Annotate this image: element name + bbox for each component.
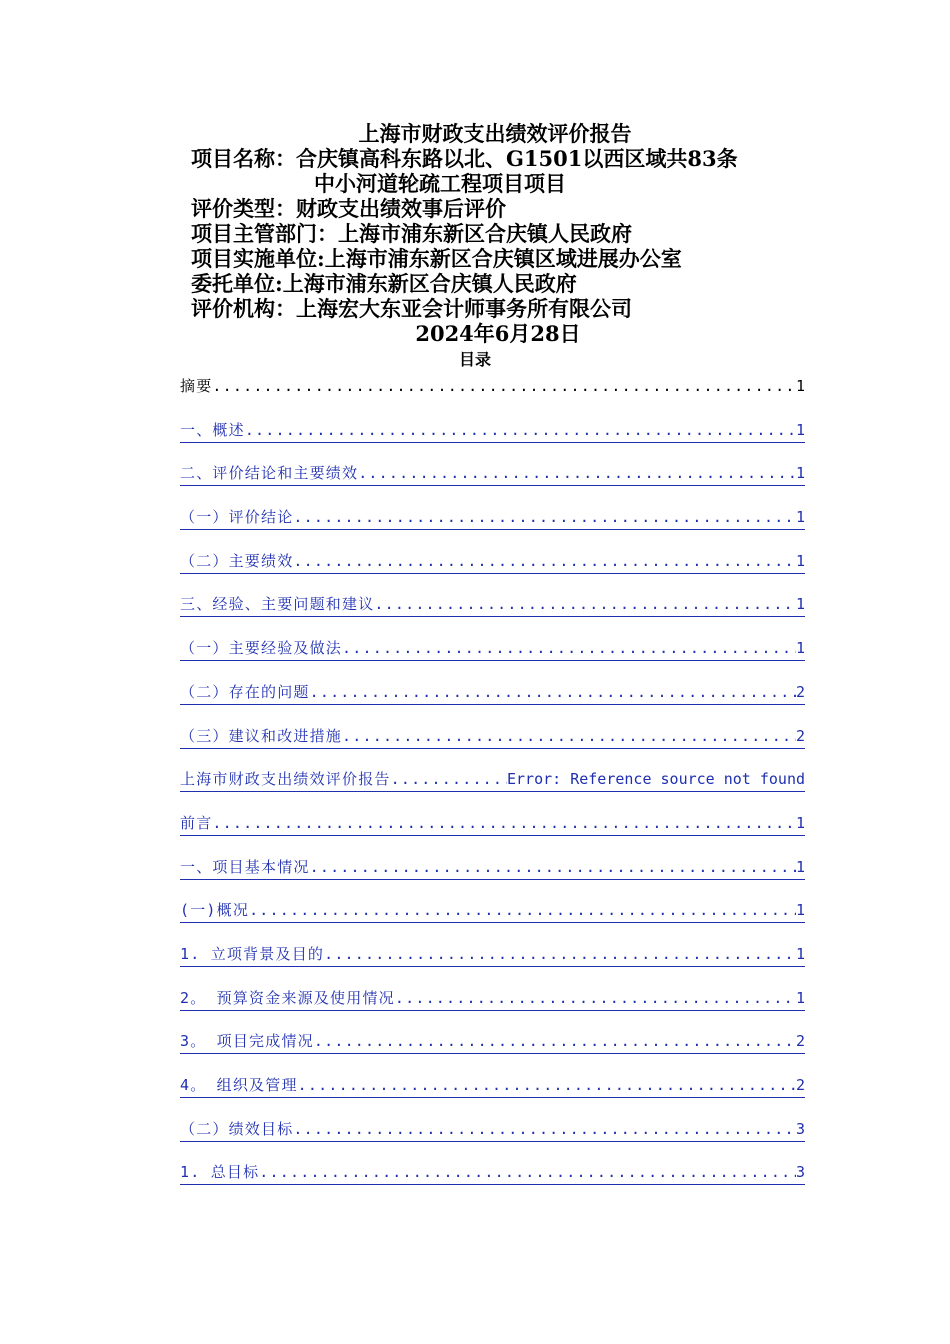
toc-entry-page: 1	[795, 988, 805, 1007]
report-date: 2024年6月28日	[415, 321, 581, 346]
toc-link[interactable]	[180, 505, 805, 549]
toc-link[interactable]	[180, 680, 805, 724]
toc-link[interactable]	[180, 986, 805, 1030]
toc-entry-page: 3	[795, 1163, 805, 1182]
toc-entry-label: 摘要	[180, 377, 213, 395]
toc-leader-dots	[314, 1029, 796, 1053]
toc-link[interactable]	[180, 1117, 805, 1161]
toc-leader-dots	[342, 724, 796, 748]
toc-entry-label: （二）存在的问题	[180, 682, 310, 701]
project-name: 项目名称：合庆镇高科东路以北、G1501以西区域共83条	[191, 146, 738, 171]
toc-link[interactable]	[180, 898, 805, 942]
toc-entry-page: 2	[795, 726, 805, 745]
toc-leader-dots	[212, 374, 796, 398]
toc-link[interactable]	[180, 855, 805, 899]
toc-entry-label: 3。 项目完成情况	[180, 1032, 314, 1051]
toc-entry-label: 1. 总目标	[180, 1163, 260, 1182]
toc-entry-label: （一）评价结论	[180, 508, 294, 527]
report-title: 上海市财政支出绩效评价报告	[358, 121, 632, 146]
toc-entry-label: （二）绩效目标	[180, 1119, 294, 1138]
toc-entry-label: 前言	[180, 813, 213, 832]
toc-leader-dots	[293, 549, 796, 573]
toc-leader-dots	[391, 767, 507, 791]
toc-link[interactable]	[180, 461, 805, 505]
toc-link[interactable]	[180, 1160, 805, 1204]
toc-entry-label: 一、项目基本情况	[180, 857, 310, 876]
toc-leader-dots	[249, 898, 796, 922]
project-name-continued: 中小河道轮疏工程项目项目	[314, 171, 566, 196]
toc-link[interactable]	[180, 1073, 805, 1117]
toc-entry-page: 1	[795, 639, 805, 658]
toc-entry-label: 4。 组织及管理	[180, 1076, 298, 1094]
toc-entry-label: （三）建议和改进措施	[180, 726, 343, 745]
toc-entry-page: 1	[795, 595, 805, 614]
toc-entry-page: 1	[795, 944, 805, 963]
toc-entry-page: 1	[795, 508, 805, 527]
toc-entry-page: 3	[795, 1119, 805, 1138]
toc-link[interactable]	[180, 418, 805, 462]
toc-link[interactable]	[180, 811, 805, 855]
toc-link[interactable]	[180, 767, 805, 811]
implementing-unit: 项目实施单位:上海市浦东新区合庆镇区域进展办公室	[191, 246, 682, 271]
toc-heading: 目录	[458, 350, 491, 369]
toc-entry-page: 1	[795, 901, 805, 920]
report-title-block	[180, 121, 810, 346]
toc-leader-dots	[293, 1117, 796, 1141]
toc-link[interactable]	[180, 592, 805, 636]
toc-entry	[180, 374, 805, 418]
toc-leader-dots	[395, 986, 796, 1010]
toc-entry-page: 2	[795, 1032, 805, 1051]
toc-entry-page: 2	[795, 682, 805, 701]
toc-entry-label: （一）主要经验及做法	[180, 639, 343, 658]
toc-leader-dots	[298, 1073, 796, 1097]
toc-leader-dots	[310, 680, 796, 704]
toc-entry-page: 2	[795, 1076, 805, 1094]
toc-leader-dots	[212, 811, 796, 835]
toc-leader-dots	[358, 461, 796, 485]
toc-leader-dots	[259, 1160, 796, 1184]
toc-entry-label: 1. 立项背景及目的	[180, 944, 325, 963]
toc-entry-label: 二、评价结论和主要绩效	[180, 464, 359, 483]
toc-leader-dots	[342, 636, 796, 660]
toc-entry-page: 1	[795, 420, 805, 439]
commissioning-unit: 委托单位:上海市浦东新区合庆镇人民政府	[191, 271, 577, 296]
toc-entry-page: 1	[795, 377, 805, 395]
evaluation-agency: 评价机构：上海宏大东亚会计师事务所有限公司	[191, 296, 632, 321]
toc-leader-dots	[293, 505, 796, 529]
toc-entry-label: （二）主要绩效	[180, 551, 294, 570]
toc-link[interactable]	[180, 1029, 805, 1073]
toc-leader-dots	[374, 592, 796, 616]
toc-entry-page: 1	[795, 813, 805, 832]
toc-entry-label: 2。 预算资金来源及使用情况	[180, 988, 395, 1007]
toc-link[interactable]	[180, 549, 805, 593]
supervising-department: 项目主管部门：上海市浦东新区合庆镇人民政府	[191, 221, 632, 246]
toc-entry-label: (一)概况	[180, 901, 250, 920]
toc-entry-page: Error: Reference source not found	[506, 770, 805, 789]
toc-link[interactable]	[180, 724, 805, 768]
toc-entry-page: 1	[795, 857, 805, 876]
toc-entry-label: 上海市财政支出绩效评价报告	[180, 770, 391, 789]
table-of-contents	[180, 374, 805, 1204]
toc-entry-label: 三、经验、主要问题和建议	[180, 595, 375, 614]
toc-leader-dots	[245, 418, 796, 442]
toc-link[interactable]	[180, 942, 805, 986]
toc-entry-page: 1	[795, 551, 805, 570]
toc-entry-label: 一、概述	[180, 420, 245, 439]
toc-leader-dots	[310, 855, 796, 879]
toc-leader-dots	[324, 942, 796, 966]
evaluation-type: 评价类型：财政支出绩效事后评价	[191, 196, 506, 221]
toc-link[interactable]	[180, 636, 805, 680]
toc-entry-page: 1	[795, 464, 805, 483]
